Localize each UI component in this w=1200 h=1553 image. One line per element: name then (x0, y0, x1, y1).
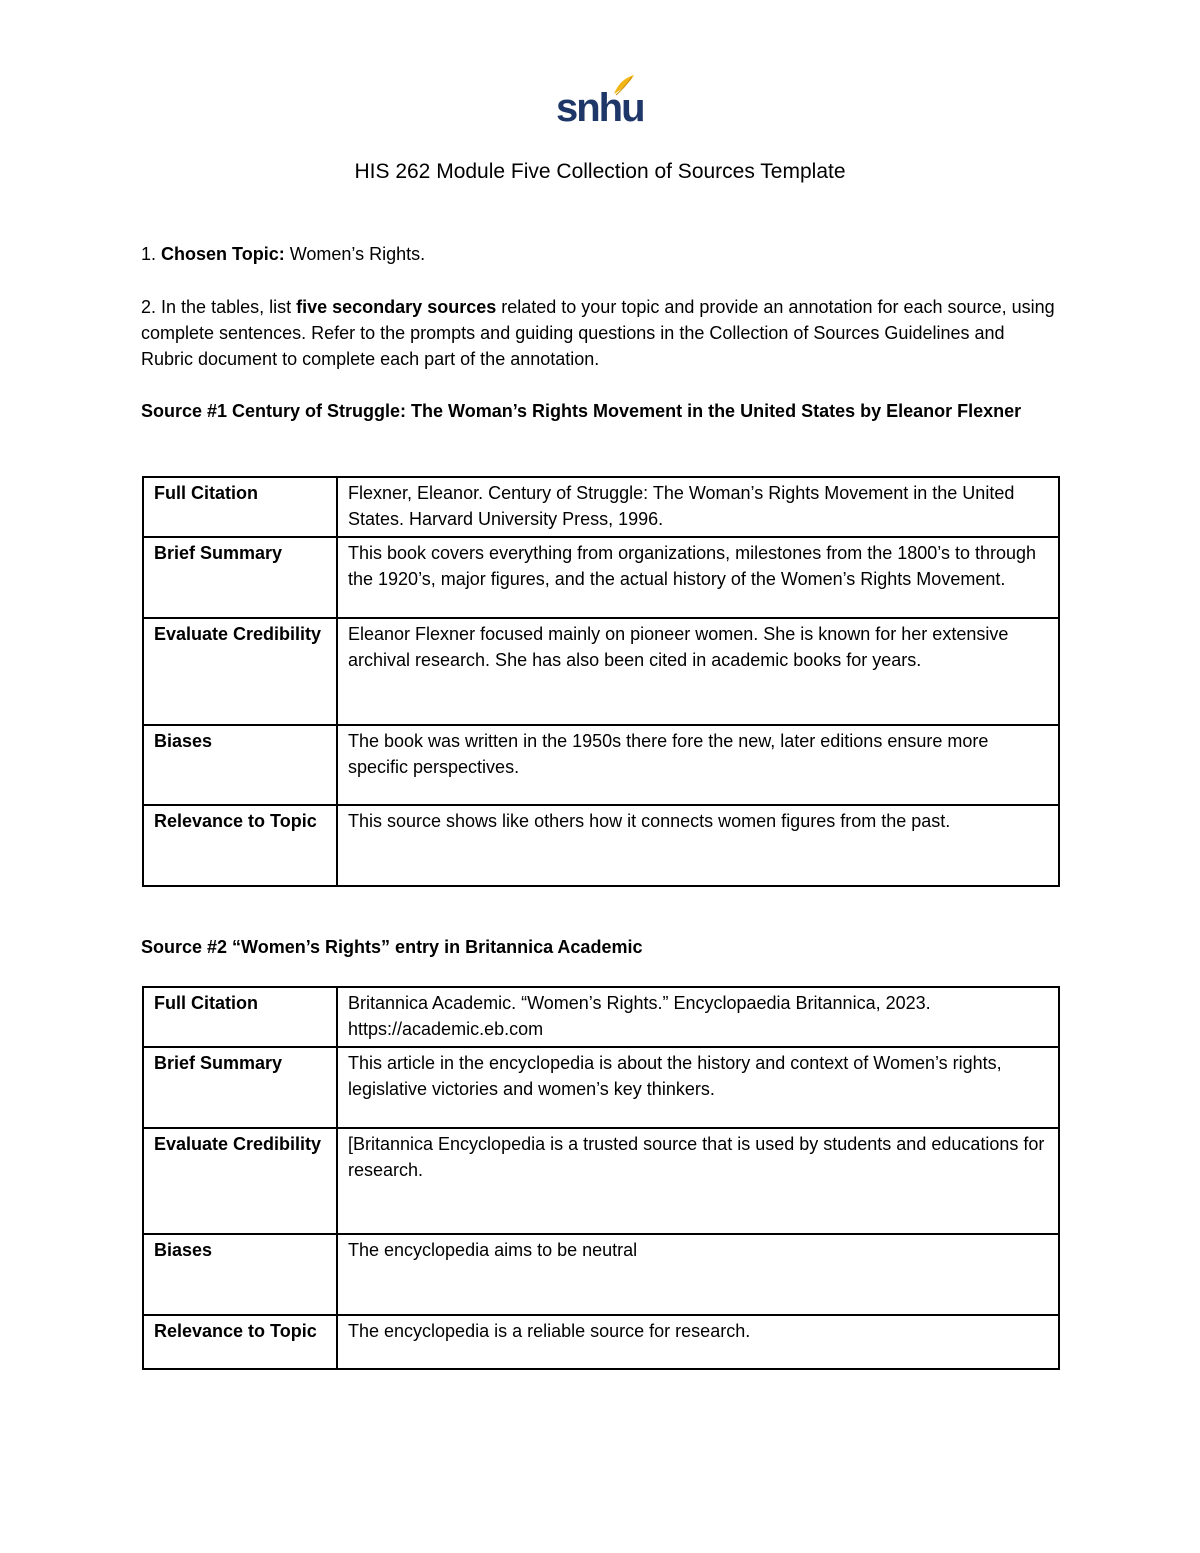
row-label: Full Citation (143, 477, 337, 537)
source-2-table (142, 986, 1060, 1370)
table-row (143, 1047, 1059, 1128)
instructions-number: 2. (141, 297, 157, 317)
row-label: Biases (143, 725, 337, 805)
table-row (143, 805, 1059, 886)
table-row (143, 1234, 1059, 1315)
row-text: [Britannica Encyclopedia is a trusted source that is used by students and educations for research. (337, 1128, 1059, 1234)
row-text: The encyclopedia aims to be neutral (337, 1234, 1059, 1315)
row-text: Flexner, Eleanor. Century of Struggle: The Woman’s Rights Movement in the United States. Harvard University Press, 1996. (337, 477, 1059, 537)
row-text: The encyclopedia is a reliable source for research. (337, 1315, 1059, 1369)
table-row (143, 618, 1059, 725)
row-label: Relevance to Topic (143, 1315, 337, 1369)
topic-label: Chosen Topic: (161, 244, 285, 264)
table-row (143, 537, 1059, 618)
table-row (143, 1315, 1059, 1369)
row-label: Relevance to Topic (143, 805, 337, 886)
instructions (141, 294, 1061, 372)
source-2-heading: Source #2 “Women’s Rights” entry in Britannica Academic (141, 937, 643, 957)
row-text: This source shows like others how it connects women figures from the past. (337, 805, 1059, 886)
row-label: Brief Summary (143, 537, 337, 618)
row-label: Biases (143, 1234, 337, 1315)
topic-value: Women’s Rights. (289, 244, 426, 264)
source-1-heading: Source #1 Century of Struggle: The Woman’s Rights Movement in the United States by Eleanor Flexner (141, 401, 1022, 421)
row-text: The book was written in the 1950s there fore the new, later editions ensure more specific perspectives. (337, 725, 1059, 805)
snhu-logo (556, 74, 644, 132)
chosen-topic (141, 241, 1061, 267)
row-text: Eleanor Flexner focused mainly on pioneer women. She is known for her extensive archival research. She has also been cited in academic books for years. (337, 618, 1059, 725)
table-row (143, 987, 1059, 1047)
topic-number: 1. (141, 244, 157, 264)
row-text: This book covers everything from organizations, milestones from the 1800’s to through the 1920’s, major figures, and the actual history of the Women’s Rights Movement. (337, 537, 1059, 618)
row-label: Full Citation (143, 987, 337, 1047)
row-text: Britannica Academic. “Women’s Rights.” Encyclopaedia Britannica, 2023. https://academic.eb.com (337, 987, 1059, 1047)
page-title: HIS 262 Module Five Collection of Sources Template (354, 160, 846, 183)
table-row (143, 725, 1059, 805)
instructions-bold: five secondary sources (296, 297, 497, 317)
row-label: Brief Summary (143, 1047, 337, 1128)
row-text: This article in the encyclopedia is about the history and context of Women’s rights, legislative victories and women’s key thinkers. (337, 1047, 1059, 1128)
logo-wordmark: snhu (556, 86, 644, 130)
instructions-after: related to your topic and provide an annotation for each source, using complete sentences. Refer to the prompts and guiding questions in the Collection of Sources Guidelines and Rubric document to complete each part of the annotation. (141, 297, 1055, 369)
table-row (143, 477, 1059, 537)
instructions-before: In the tables, list (161, 297, 292, 317)
row-label: Evaluate Credibility (143, 1128, 337, 1234)
source-1-table (142, 476, 1060, 887)
row-label: Evaluate Credibility (143, 618, 337, 725)
table-row (143, 1128, 1059, 1234)
